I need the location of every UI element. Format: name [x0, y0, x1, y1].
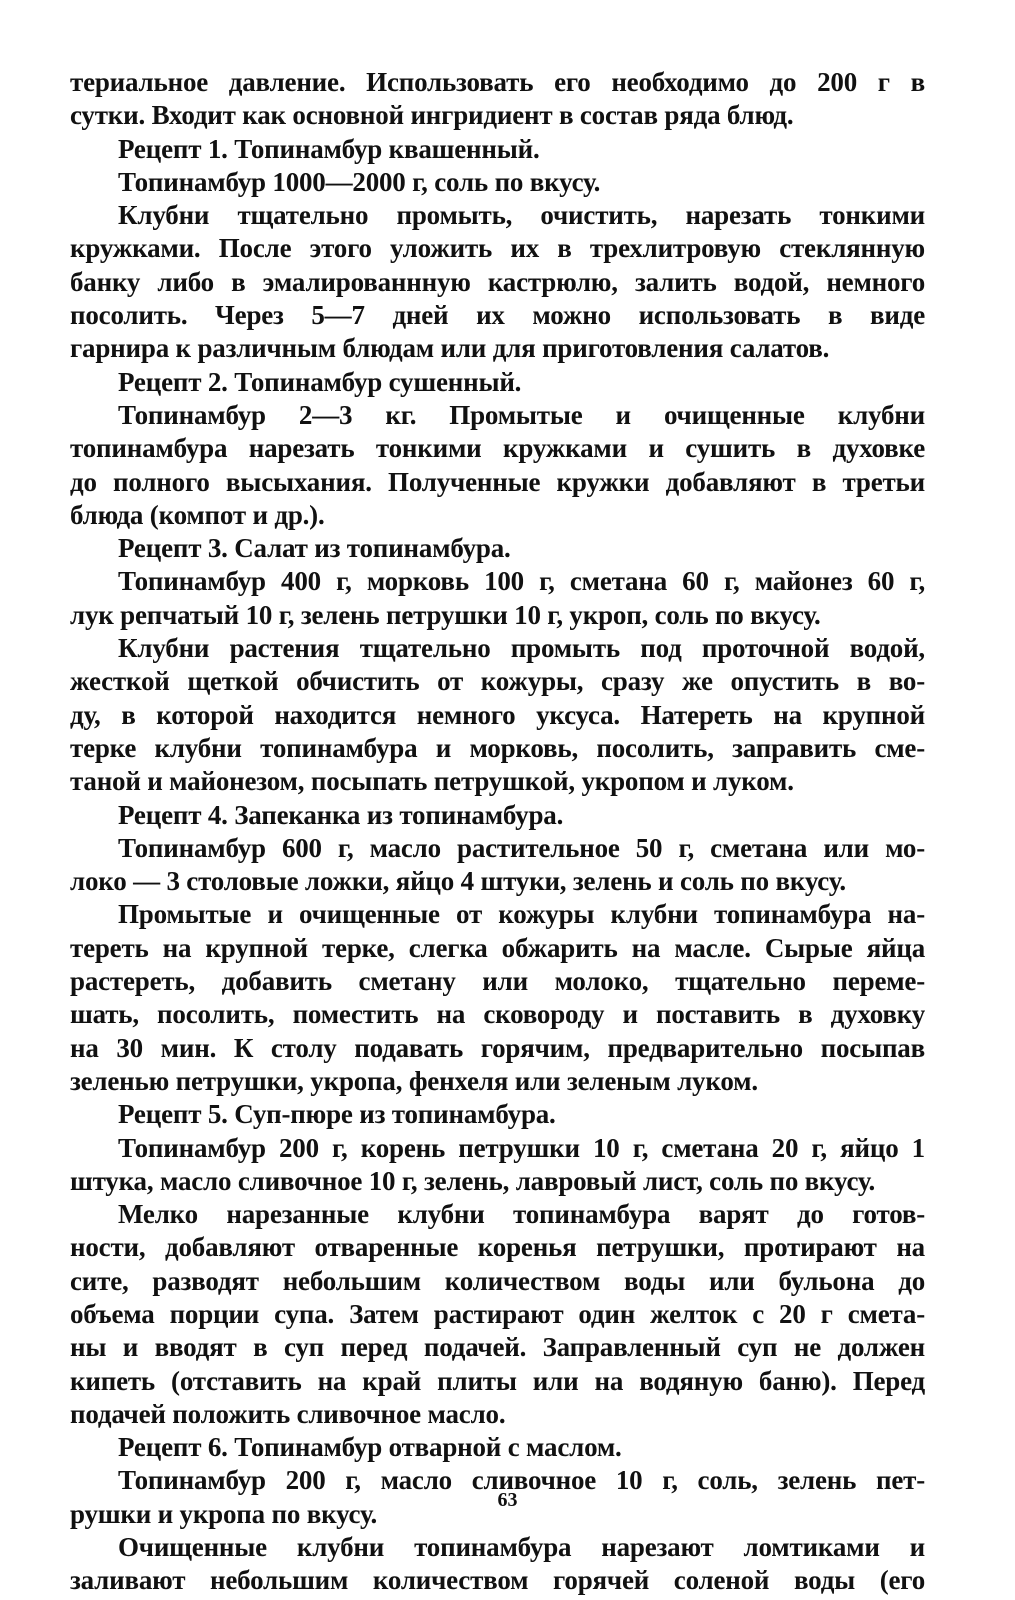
text-line: Очищенные клубни топинамбура нарезают ломтиками и	[118, 1532, 925, 1563]
text-line: Клубни тщательно промыть, очистить, нарезать тонкими	[118, 200, 925, 231]
page-number: 63	[497, 1489, 518, 1511]
text-line: посолить. Через 5—7 дней их можно использовать в виде	[70, 300, 925, 331]
text-line: кипеть (отставить на край плиты или на водяную баню). Перед	[70, 1365, 925, 1396]
text-line: таной и майонезом, посыпать петрушкой, укропом и луком.	[70, 766, 794, 797]
text-line: лук репчатый 10 г, зелень петрушки 10 г, укроп, соль по вкусу.	[70, 599, 821, 630]
recipe-heading: Рецепт 2. Топинамбур сушенный.	[118, 366, 522, 397]
text-line: жесткой щеткой обчистить от кожуры, сразу же опустить в во-	[70, 666, 925, 697]
text-line: до полного высыхания. Полученные кружки добавляют в третьи	[70, 466, 925, 497]
text-line: шать, посолить, поместить на сковороду и поставить в духовку	[70, 999, 925, 1030]
text-line: ны и вводят в суп перед подачей. Заправленный суп не должен	[70, 1332, 925, 1363]
text-line: Клубни растения тщательно промыть под проточной водой,	[118, 633, 925, 664]
text-line: рушки и укропа по вкусу.	[70, 1498, 378, 1529]
recipe-heading: Рецепт 5. Суп-пюре из топинамбура.	[118, 1099, 556, 1130]
text-line: локо — 3 столовые ложки, яйцо 4 штуки, зелень и соль по вкусу.	[70, 866, 846, 897]
text-line: блюда (компот и др.).	[70, 499, 325, 530]
text-line: штука, масло сливочное 10 г, зелень, лавровый лист, соль по вкусу.	[70, 1165, 876, 1196]
text-line: Топинамбур 600 г, масло растительное 50 г, сметана или мо-	[118, 832, 925, 863]
text-line: териальное давление. Использовать его необходимо до 200 г в	[70, 67, 925, 97]
recipe-heading: Рецепт 6. Топинамбур отварной с маслом.	[118, 1432, 622, 1463]
recipe-heading: Рецепт 1. Топинамбур квашенный.	[118, 133, 540, 164]
text-line: подачей положить сливочное масло.	[70, 1398, 506, 1429]
text-line: объема порции супа. Затем растирают один желток с 20 г смета-	[70, 1298, 925, 1329]
text-line: банку либо в эмалированнную кастрюлю, залить водой, немного	[70, 266, 925, 297]
text-line: Топинамбур 400 г, морковь 100 г, сметана 60 г, майонез 60 г,	[118, 566, 925, 597]
text-line: на 30 мин. К столу подавать горячим, предварительно посыпав	[70, 1032, 925, 1063]
text-line: тереть на крупной терке, слегка обжарить на масле. Сырые яйца	[70, 932, 925, 963]
text-line: Топинамбур 200 г, корень петрушки 10 г, сметана 20 г, яйцо 1	[118, 1132, 925, 1163]
page-text	[70, 66, 925, 1598]
text-line: Промытые и очищенные от кожуры клубни топинамбура на-	[118, 899, 925, 930]
recipe-heading: Рецепт 4. Запеканка из топинамбура.	[118, 799, 564, 830]
text-line: Мелко нарезанные клубни топинамбура варят до готов-	[118, 1199, 925, 1230]
text-line: Топинамбур 1000—2000 г, соль по вкусу.	[118, 166, 601, 197]
text-line: гарнира к различным блюдам или для приготовления салатов.	[70, 333, 830, 364]
text-line: ности, добавляют отваренные коренья петрушки, протирают на	[70, 1232, 925, 1263]
text-line: Топинамбур 2—3 кг. Промытые и очищенные клубни	[118, 399, 925, 430]
recipe-heading: Рецепт 3. Салат из топинамбура.	[118, 533, 511, 564]
text-line: заливают небольшим количеством горячей соленой воды (его	[70, 1565, 925, 1596]
text-line: терке клубни топинамбура и морковь, посолить, заправить сме-	[70, 732, 925, 763]
text-line: кружками. После этого уложить их в трехлитровую стеклянную	[70, 233, 925, 264]
text-line: сите, разводят небольшим количеством воды или бульона до	[70, 1265, 925, 1296]
text-line: топинамбура нарезать тонкими кружками и сушить в духовке	[70, 433, 925, 464]
text-line: Топинамбур 200 г, масло сливочное 10 г, соль, зелень пет-	[118, 1465, 925, 1496]
text-line: зеленью петрушки, укропа, фенхеля или зеленым луком.	[70, 1065, 758, 1096]
text-line: ду, в которой находится немного уксуса. Натереть на крупной	[70, 699, 925, 730]
text-line: сутки. Входит как основной ингридиент в состав ряда блюд.	[70, 100, 794, 131]
text-line: растереть, добавить сметану или молоко, тщательно переме-	[70, 966, 925, 997]
